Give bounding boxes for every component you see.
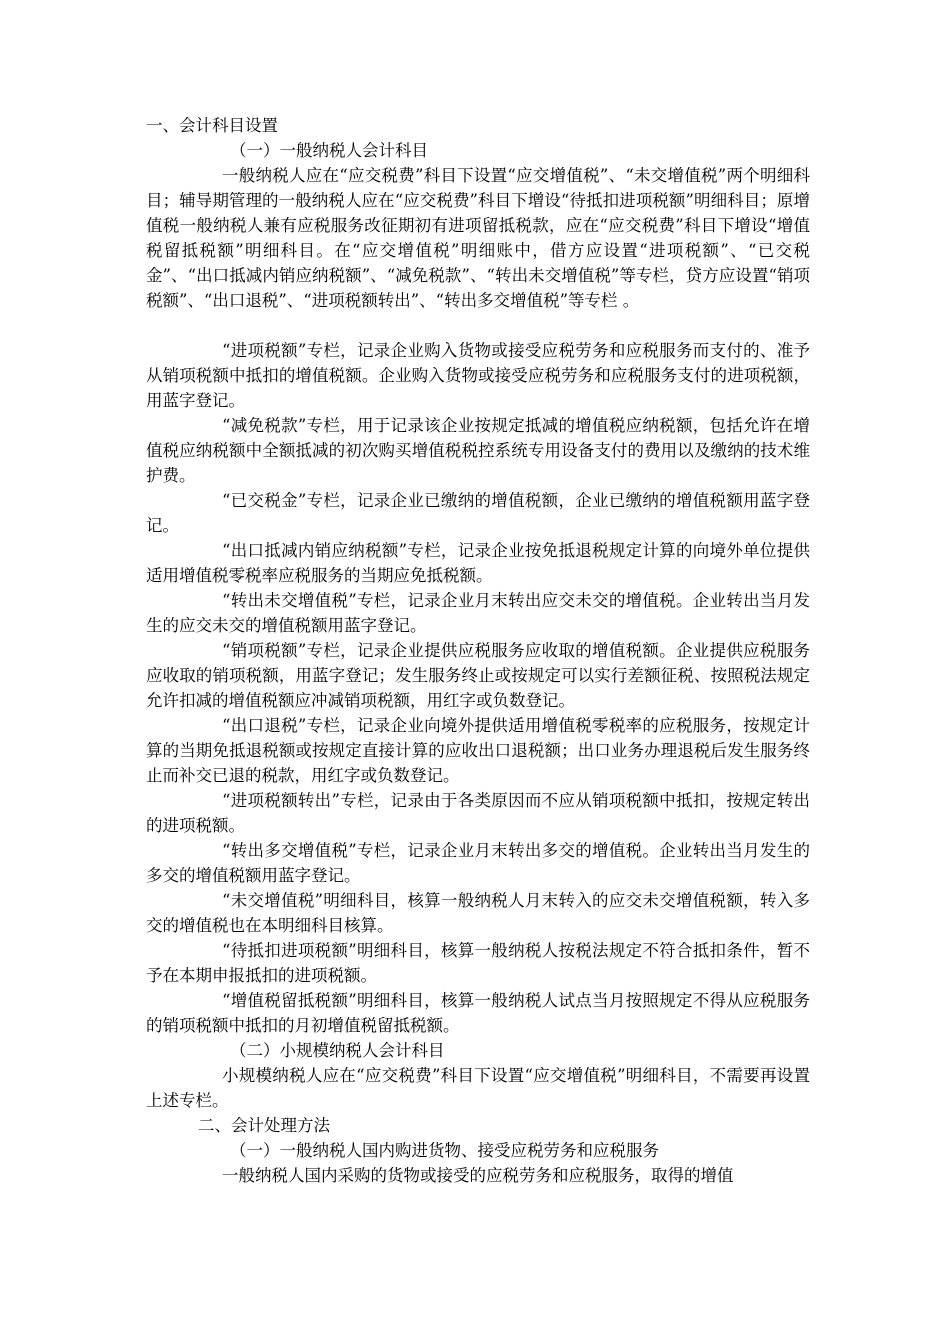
paragraph: 小规模纳税人应在“应交税费”科目下设置“应交增值税”明细科目，不需要再设置上述专栏。: [146, 1066, 810, 1110]
paragraph: “进项税额”专栏，记录企业购入货物或接受应税劳务和应税服务而支付的、准予从销项税额中抵扣的增值税额。企业购入货物或接受应税劳务和应税服务支付的进项税额，用蓝字登记。: [146, 341, 810, 410]
paragraph: “出口退税”专栏，记录企业向境外提供适用增值税零税率的应税服务，按规定计算的当期免抵退税额或按规定直接计算的应收出口退税额；出口业务办理退税后发生服务终止而补交已退的税款，用红字或负数登记。: [146, 716, 810, 785]
section-heading-2: 二、会计处理方法: [198, 1116, 330, 1135]
section-heading-1: 一、会计科目设置: [146, 116, 278, 135]
subsection-heading-2: （二）小规模纳税人会计科目: [230, 1041, 445, 1060]
paragraph: “进项税额转出”专栏，记录由于各类原因而不应从销项税额中抵扣，按规定转出的进项税额。: [146, 791, 810, 835]
paragraph: “销项税额”专栏，记录企业提供应税服务应收取的增值税额。企业提供应税服务应收取的销项税额，用蓝字登记；发生服务终止或按规定可以实行差额征税、按照税法规定允许扣减的增值税额应冲减销项税额，用红字或负数登记。: [146, 641, 810, 710]
paragraph-gap: [146, 313, 810, 338]
paragraph: “增值税留抵税额”明细科目，核算一般纳税人试点当月按照规定不得从应税服务的销项税额中抵扣的月初增值税留抵税额。: [146, 991, 810, 1035]
paragraph: 一般纳税人国内采购的货物或接受的应税劳务和应税服务，取得的增值: [222, 1166, 734, 1185]
paragraph: 一般纳税人应在“应交税费”科目下设置“应交增值税”、“未交增值税”两个明细科目；辅导期管理的一般纳税人应在“应交税费”科目下增设“待抵扣进项税额”明细科目；原增值税一般纳税人兼有应税服务改征期初有进项留抵税款，应在“应交税费”科目下增设“增值税留抵税额”明细科目。在“应交增值税”明细账中，借方应设置“进项税额”、“已交税金”、“出口抵减内销应纳税额”、“减免税款”、“转出未交增值税”等专栏，贷方应设置“销项税额”、“出口退税”、“进项税额转出”、“转出多交增值税”等专栏 。: [146, 166, 810, 310]
paragraph: “减免税款”专栏，用于记录该企业按规定抵减的增值税应纳税额，包括允许在增值税应纳税额中全额抵减的初次购买增值税税控系统专用设备支付的费用以及缴纳的技术维护费。: [146, 416, 810, 485]
paragraph: “待抵扣进项税额”明细科目，核算一般纳税人按税法规定不符合抵扣条件，暂不予在本期申报抵扣的进项税额。: [146, 941, 810, 985]
paragraph: “转出未交增值税”专栏，记录企业月末转出应交未交的增值税。企业转出当月发生的应交未交的增值税额用蓝字登记。: [146, 591, 810, 635]
paragraph: “出口抵减内销应纳税额”专栏，记录企业按免抵退税规定计算的向境外单位提供适用增值税零税率应税服务的当期应免抵税额。: [146, 541, 810, 585]
paragraph: “转出多交增值税”专栏，记录企业月末转出多交的增值税。企业转出当月发生的多交的增值税额用蓝字登记。: [146, 841, 810, 885]
document-body: [146, 113, 810, 1188]
paragraph: “未交增值税”明细科目，核算一般纳税人月末转入的应交未交增值税额，转入多交的增值税也在本明细科目核算。: [146, 891, 810, 935]
paragraph: “已交税金”专栏，记录企业已缴纳的增值税额，企业已缴纳的增值税额用蓝字登记。: [146, 491, 810, 535]
subsection-heading-3: （一）一般纳税人国内购进货物、接受应税劳务和应税服务: [230, 1141, 659, 1160]
subsection-heading-1: （一）一般纳税人会计科目: [230, 141, 428, 160]
